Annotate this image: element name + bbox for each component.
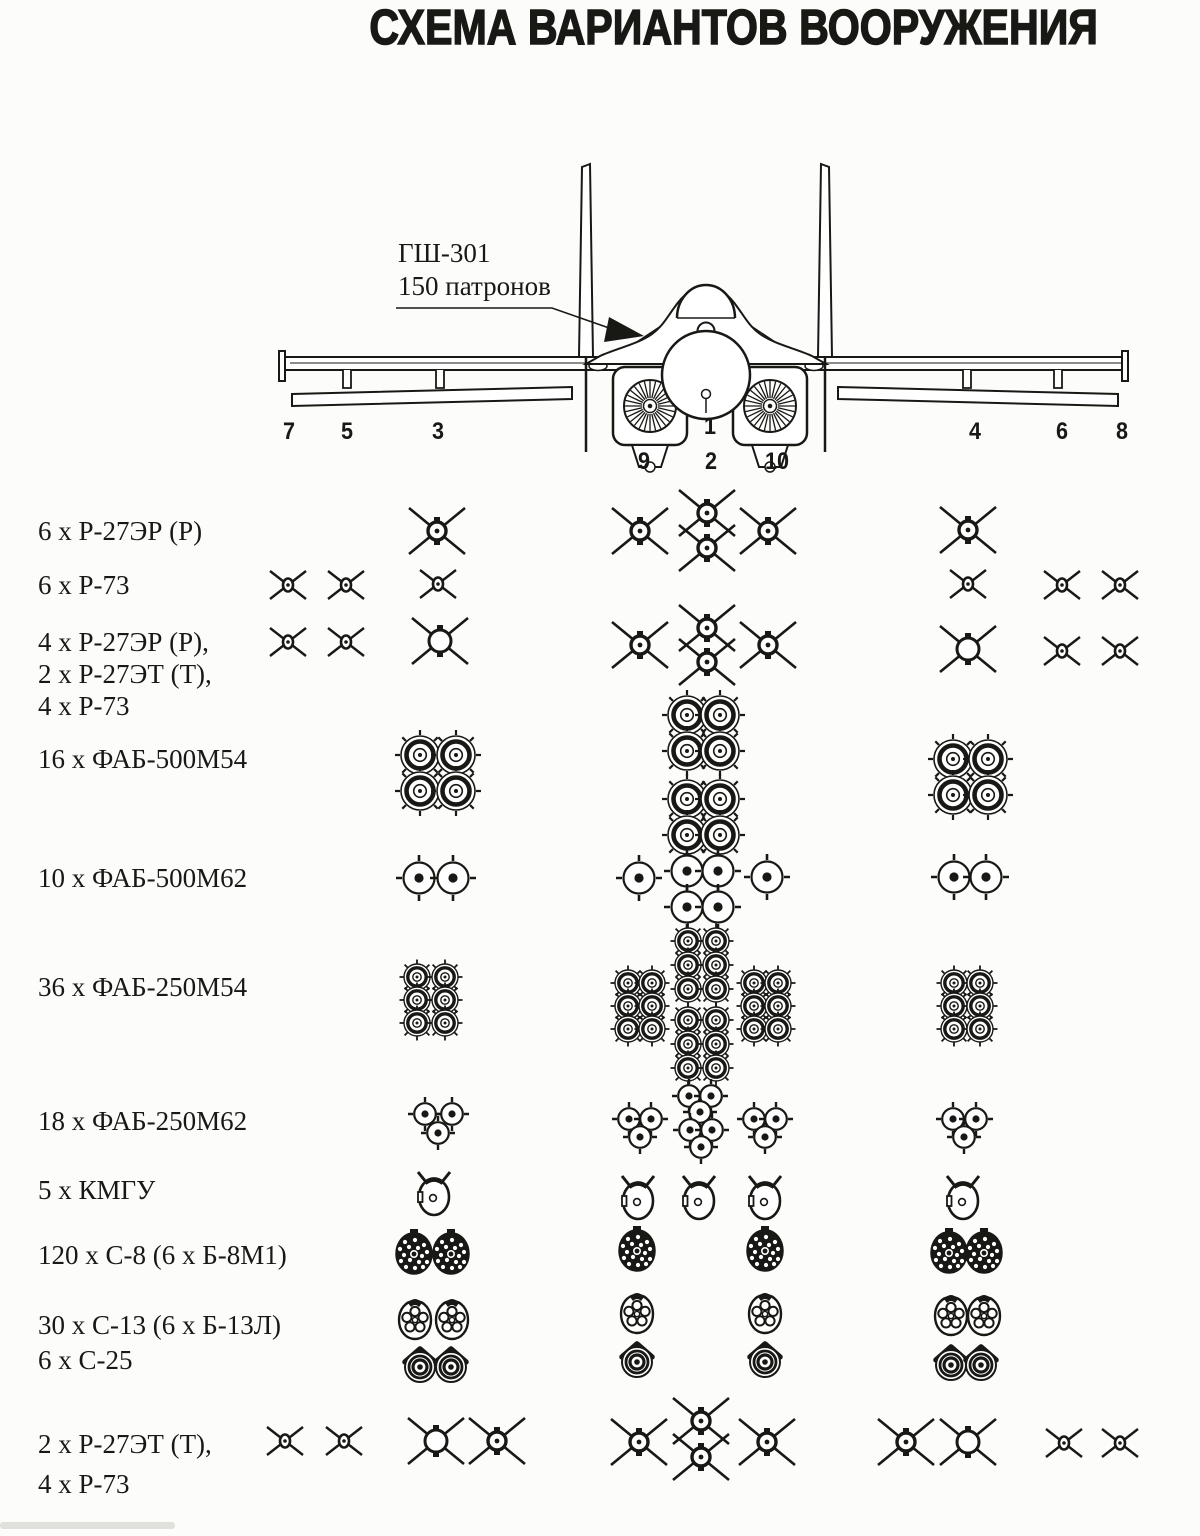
pitot-base [702, 390, 711, 399]
weapon-symbol-r73 [1030, 553, 1094, 617]
station-number-8: 8 [1115, 418, 1129, 445]
weapon-symbol-r27er [608, 613, 672, 677]
weapon-symbol-s8pod [952, 1221, 1016, 1285]
row-fab500m54-label: 16 x ФАБ-500М54 [38, 744, 248, 774]
weapon-symbol-r73 [1088, 1411, 1152, 1475]
row-s13-label: 30 x С-13 (6 x Б-13Л) [38, 1310, 282, 1340]
vertical-tail-left [579, 164, 593, 357]
weapon-symbol-fab250m54 [948, 997, 1012, 1061]
weapon-symbol-r27et [404, 1409, 468, 1473]
weapon-symbol-s8pod [605, 1219, 669, 1283]
weapon-symbol-r27et [936, 1410, 1000, 1474]
weapon-symbol-s25 [605, 1330, 669, 1394]
weapon-symbol-r27er [465, 1409, 529, 1473]
weapon-symbol-fab250m62 [932, 1105, 996, 1169]
weapon-symbol-r73 [1030, 619, 1094, 683]
pylon [963, 370, 971, 388]
row-fab250m54-label: 36 x ФАБ-250М54 [38, 972, 248, 1002]
weapon-symbol-r73 [256, 553, 320, 617]
gun-arrowhead [604, 317, 644, 342]
gun-annotation-line2: 150 патронов [398, 271, 551, 301]
row-fab500m62-label: 10 x ФАБ-500М62 [38, 863, 248, 893]
station-number-3: 3 [431, 418, 445, 445]
weapon-symbol-fab500m62 [954, 845, 1018, 909]
pylon [436, 370, 444, 388]
page-title: СХЕМА ВАРИАНТОВ ВООРУЖЕНИЯ [369, 1, 1098, 55]
row-mixed-10-label: 4 x Р-27ЭР (Р), 2 x Р-27ЭТ (Т), 4 x Р-73 [38, 627, 212, 721]
station-number-4: 4 [968, 418, 982, 445]
weapon-symbol-fab250m62 [406, 1101, 470, 1165]
vertical-tail-right [818, 164, 832, 357]
weapon-symbol-fab500m62 [735, 845, 799, 909]
scan-artifact [0, 1522, 175, 1529]
station-number-2: 2 [704, 448, 718, 475]
canopy [677, 285, 735, 318]
weapon-symbol-s8pod [419, 1222, 483, 1286]
weapon-symbol-r73 [936, 552, 1000, 616]
weapon-symbol-s25 [419, 1335, 483, 1399]
weapon-symbol-r73 [1032, 1411, 1096, 1475]
weapon-symbol-r27et [936, 617, 1000, 681]
weapon-symbol-fab500m54 [956, 763, 1020, 827]
station-number-6: 6 [1055, 418, 1069, 445]
pylon [1054, 370, 1062, 388]
weapon-symbol-r27er [607, 1410, 671, 1474]
weapon-symbol-s8pod [733, 1219, 797, 1283]
weapon-symbol-r27er [736, 499, 800, 563]
weapon-symbol-fab250m54 [746, 997, 810, 1061]
station-number-7: 7 [282, 418, 296, 445]
weapon-symbol-r27et [408, 609, 472, 673]
pylon [343, 370, 351, 388]
weapon-symbol-r27er [675, 516, 739, 580]
row-kmgu-label: 5 x КМГУ [38, 1175, 156, 1205]
weapon-symbol-r73 [1088, 553, 1152, 617]
weapon-symbol-r27er [608, 499, 672, 563]
weapon-symbol-r73 [253, 1409, 317, 1473]
weapon-symbol-r27er [736, 613, 800, 677]
row-s8-label: 120 x С-8 (6 x Б-8М1) [38, 1240, 287, 1270]
stabilizer-left [292, 387, 572, 406]
engine-fan-right [744, 380, 796, 432]
weapon-symbol-s25 [949, 1333, 1013, 1397]
weapon-symbol-kmgu [667, 1169, 731, 1233]
weapon-symbol-r73 [312, 1409, 376, 1473]
gun-annotation-line1: ГШ-301 [398, 238, 491, 268]
station-number-1: 1 [703, 413, 717, 440]
station-number-9: 9 [637, 448, 651, 475]
weapon-symbol-fab250m54 [413, 991, 477, 1055]
station-number-10: 10 [764, 448, 790, 475]
weapon-symbol-r27er [669, 1425, 733, 1489]
weapon-symbol-r73 [1088, 619, 1152, 683]
weapon-symbol-kmgu [402, 1165, 466, 1229]
row-fab250m62-label: 18 x ФАБ-250М62 [38, 1106, 248, 1136]
weapon-symbol-r73 [314, 610, 378, 674]
station-number-5: 5 [340, 418, 354, 445]
wingtip-rail-right [1122, 351, 1128, 381]
weapon-symbol-s25 [733, 1330, 797, 1394]
row-r73-6-label: 6 x Р-73 [38, 570, 130, 600]
weapon-symbol-r73 [256, 610, 320, 674]
row-s25-label: 6 x С-25 [38, 1345, 133, 1375]
wingtip-rail-left [279, 351, 285, 381]
weapon-symbol-fab500m54 [424, 759, 488, 823]
weapon-symbol-fab500m62 [421, 846, 485, 910]
weapon-symbol-r73 [314, 553, 378, 617]
weapon-symbol-fab250m62 [733, 1105, 797, 1169]
stabilizer-right [838, 387, 1118, 406]
weapon-symbol-r27er [735, 1410, 799, 1474]
weapon-symbol-r27er [874, 1410, 938, 1474]
weapon-symbol-r73 [406, 552, 470, 616]
row-r27er-6-label: 6 x Р-27ЭР (Р) [38, 516, 203, 546]
row-mixed-bottom-label: 2 x Р-27ЭТ (Т), 4 x Р-73 [38, 1429, 212, 1499]
